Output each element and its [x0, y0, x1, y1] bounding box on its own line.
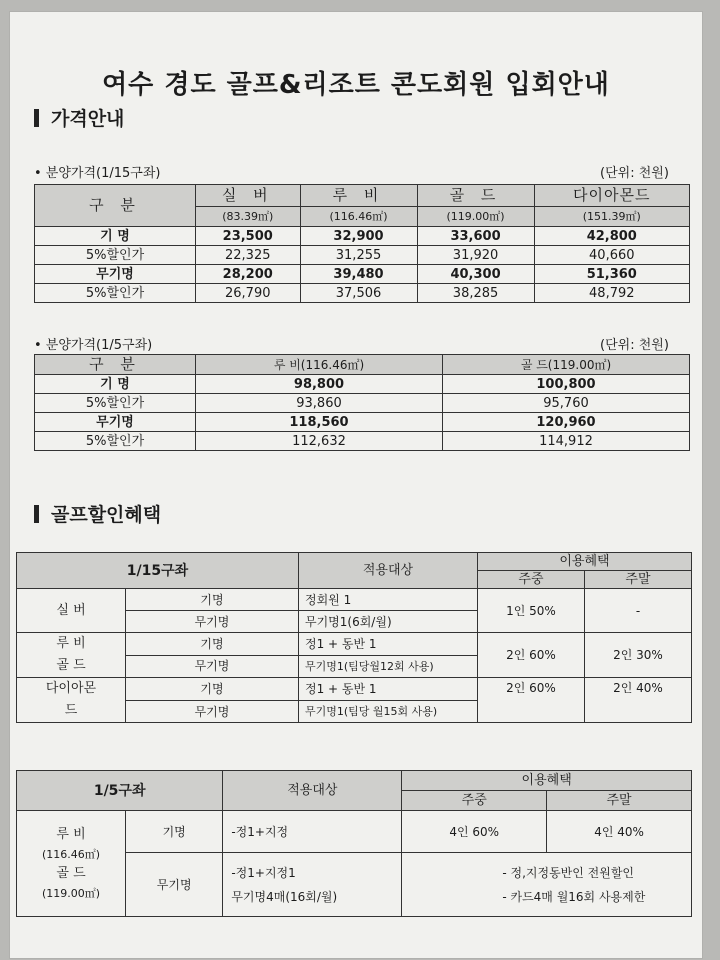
golf15-d-weekday: 2인 60%	[477, 678, 584, 723]
price5-cell: 95,760	[443, 394, 690, 413]
price5-row-label: 기 명	[35, 375, 196, 394]
price15-row-label: 5%할인가	[35, 246, 196, 265]
golf15-benefit-head: 이용혜택	[477, 553, 691, 571]
golf15-table	[16, 552, 692, 723]
price5-cell: 112,632	[196, 432, 443, 451]
price15-row-label: 기 명	[35, 227, 196, 246]
golf5-named-weekday: 4인 60%	[402, 811, 547, 853]
golf5-unnamed-target-1: -정1+지정1	[231, 865, 296, 880]
golf15-silver-named: 정회원 1	[298, 589, 477, 611]
price15-cell: 23,500	[196, 227, 301, 246]
price5-head: 구 분	[35, 355, 196, 375]
golf5-table	[16, 770, 692, 917]
golf5-ruby-size: (116.46㎡)	[41, 847, 101, 861]
golf5-unnamed-target	[223, 853, 402, 917]
golf15-silver-weekend: -	[584, 589, 691, 633]
golf5-named-weekend: 4인 40%	[547, 811, 692, 853]
golf5-note-1: - 정,지정동반인 전원할인	[502, 865, 635, 880]
golf15-named: 기명	[126, 678, 299, 701]
price15-head: 구 분	[35, 185, 196, 227]
price5-label: • 분양가격(1/5구좌)	[34, 338, 153, 353]
price15-cell: 22,325	[196, 246, 301, 265]
price15-cell: 40,300	[417, 265, 534, 284]
golf15-diamond-label-b: 드	[64, 703, 78, 719]
golf15-weekend-head: 주말	[584, 571, 691, 589]
document-page	[10, 12, 702, 958]
price15-cell: 37,506	[300, 284, 417, 303]
golf15-d-named: 정1 + 동반 1	[298, 678, 477, 701]
price15-cell: 26,790	[196, 284, 301, 303]
price15-col-name: 실 버	[196, 185, 301, 207]
price15-row-label: 무기명	[35, 265, 196, 284]
price5-col-name: 골 드(119.00㎡)	[443, 355, 690, 375]
section-golf-heading	[34, 500, 161, 527]
golf15-d-unnamed: 무기명1(팀당 월15회 사용)	[298, 700, 477, 723]
golf5-unnamed: 무기명	[126, 853, 223, 917]
price5-unit: (단위: 천원)	[600, 338, 669, 353]
section-price-label: 가격안내	[51, 108, 125, 130]
golf15-rg-unnamed: 무기명1(팀당월12회 사용)	[298, 655, 477, 678]
golf15-ruby-label: 루 비	[56, 636, 86, 651]
price15-table	[34, 184, 690, 303]
price15-cell: 32,900	[300, 227, 417, 246]
golf5-unnamed-notes	[402, 853, 692, 917]
price15-cell: 33,600	[417, 227, 534, 246]
price15-cell: 39,480	[300, 265, 417, 284]
price15-col-size: (119.00㎡)	[417, 207, 534, 227]
golf15-unnamed: 무기명	[126, 655, 299, 678]
golf15-silver: 실 버	[17, 589, 126, 633]
price15-cell: 31,920	[417, 246, 534, 265]
price15-col-size: (151.39㎡)	[534, 207, 689, 227]
golf15-named: 기명	[126, 589, 299, 611]
golf5-note-2: - 카드4매 월16회 사용제한	[502, 889, 646, 904]
price15-col-name: 골 드	[417, 185, 534, 207]
section-golf-label: 골프할인혜택	[51, 504, 162, 526]
price15-col-name: 루 비	[300, 185, 417, 207]
golf15-d-weekend: 2인 40%	[584, 678, 691, 723]
price15-col-name: 다이아몬드	[534, 185, 689, 207]
price15-cell: 31,255	[300, 246, 417, 265]
price5-cell: 98,800	[196, 375, 443, 394]
golf5-benefit-head: 이용혜택	[402, 771, 692, 791]
golf15-rg-weekend: 2인 30%	[584, 633, 691, 678]
price5-col-name: 루 비(116.46㎡)	[196, 355, 443, 375]
golf5-target-head: 적용대상	[223, 771, 402, 811]
price5-cell: 120,960	[443, 413, 690, 432]
price15-col-size: (116.46㎡)	[300, 207, 417, 227]
price15-col-size: (83.39㎡)	[196, 207, 301, 227]
price5-row-label: 5%할인가	[35, 394, 196, 413]
price15-cell: 51,360	[534, 265, 689, 284]
price15-cell: 28,200	[196, 265, 301, 284]
golf15-gold-label: 골 드	[56, 658, 86, 674]
golf5-category	[17, 811, 126, 917]
golf15-diamond-label-a: 다이아몬	[45, 681, 97, 697]
golf15-head: 1/15구좌	[17, 553, 299, 589]
golf5-weekday-head: 주중	[402, 791, 547, 811]
golf5-ruby-label: 루 비	[56, 826, 86, 842]
section-price-heading	[34, 104, 124, 131]
golf5-gold-label: 골 드	[56, 865, 86, 881]
golf15-weekday-head: 주중	[477, 571, 584, 589]
section-bar-icon	[34, 109, 39, 127]
golf15-rg-weekday: 2인 60%	[477, 633, 584, 678]
price15-label: • 분양가격(1/15구좌)	[34, 166, 161, 181]
golf5-unnamed-target-2: 무기명4매(16회/월)	[231, 889, 338, 904]
price5-row-label: 무기명	[35, 413, 196, 432]
page-title: 여수 경도 골프&리조트 콘도회원 입회안내	[102, 70, 610, 100]
golf15-unnamed: 무기명	[126, 700, 299, 723]
golf5-named-target: -정1+지정	[223, 811, 402, 853]
price5-cell: 100,800	[443, 375, 690, 394]
golf5-gold-size: (119.00㎡)	[41, 886, 101, 900]
price5-cell: 114,912	[443, 432, 690, 451]
price15-cell: 42,800	[534, 227, 689, 246]
price5-row-label: 5%할인가	[35, 432, 196, 451]
golf5-weekend-head: 주말	[547, 791, 692, 811]
golf5-named: 기명	[126, 811, 223, 853]
price5-cell: 118,560	[196, 413, 443, 432]
golf5-head: 1/5구좌	[17, 771, 223, 811]
golf15-named: 기명	[126, 633, 299, 656]
golf15-diamond	[17, 678, 126, 723]
price15-cell: 48,792	[534, 284, 689, 303]
price5-cell: 93,860	[196, 394, 443, 413]
golf15-target-head: 적용대상	[298, 553, 477, 589]
golf15-silver-unnamed: 무기명1(6회/월)	[298, 611, 477, 633]
price15-cell: 38,285	[417, 284, 534, 303]
price5-table	[34, 354, 690, 451]
golf15-rubygold	[17, 633, 126, 678]
golf15-rg-named: 정1 + 동반 1	[298, 633, 477, 656]
price15-row-label: 5%할인가	[35, 284, 196, 303]
golf15-unnamed: 무기명	[126, 611, 299, 633]
section-bar-icon	[34, 505, 39, 523]
golf15-silver-weekday: 1인 50%	[477, 589, 584, 633]
price15-unit: (단위: 천원)	[600, 166, 669, 181]
price15-cell: 40,660	[534, 246, 689, 265]
